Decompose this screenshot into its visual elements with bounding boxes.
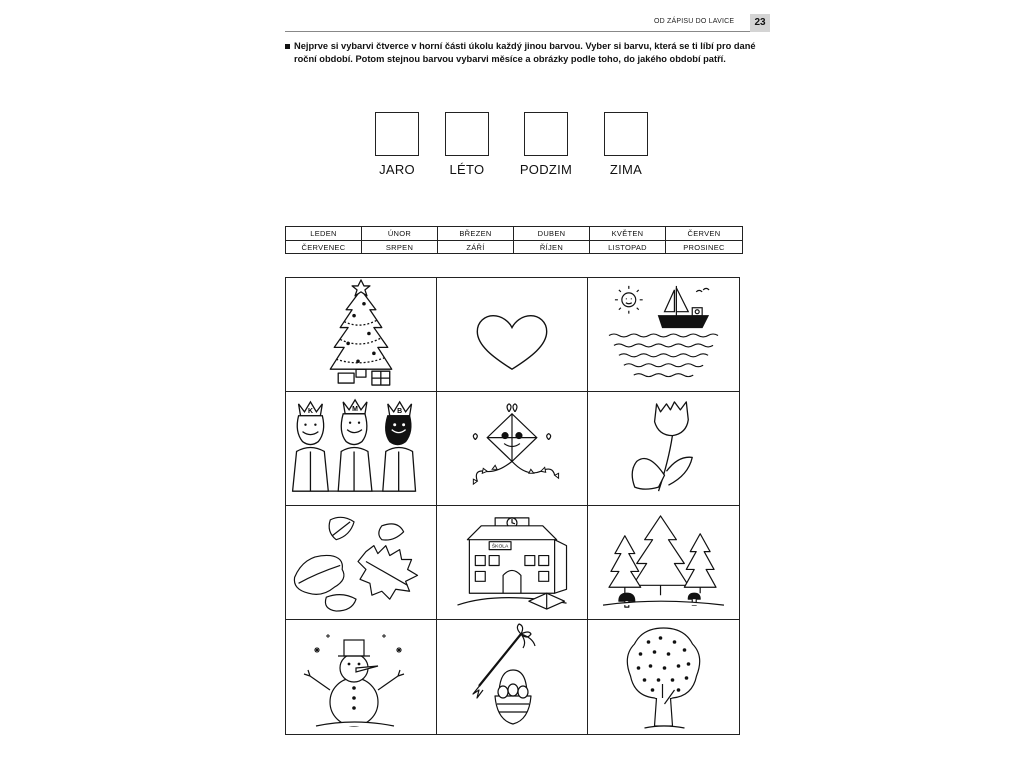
christmas-tree-icon	[286, 278, 436, 391]
season-jaro	[357, 112, 437, 177]
picture-forest[interactable]	[588, 506, 739, 620]
picture-sea-boat[interactable]	[588, 278, 739, 392]
season-label: PODZIM	[519, 162, 573, 177]
season-leto	[427, 112, 507, 177]
season-zima	[586, 112, 666, 177]
month-cell[interactable]: ZÁŘÍ	[438, 241, 514, 254]
page-number: 23	[750, 14, 770, 32]
bullet-icon	[285, 44, 290, 49]
boat-on-sea-icon	[588, 278, 739, 391]
tulip-icon	[588, 392, 739, 505]
season-label: ZIMA	[609, 162, 643, 177]
three-kings-icon	[286, 392, 436, 505]
picture-autumn-leaves[interactable]	[286, 506, 437, 620]
month-cell[interactable]: ÚNOR	[362, 227, 438, 241]
month-cell[interactable]: BŘEZEN	[438, 227, 514, 241]
month-cell[interactable]: SRPEN	[362, 241, 438, 254]
season-label: JARO	[379, 162, 415, 177]
picture-easter[interactable]	[437, 620, 588, 734]
picture-cherry-tree[interactable]	[588, 620, 739, 734]
month-cell[interactable]: LISTOPAD	[590, 241, 666, 254]
cherry-tree-icon	[588, 620, 739, 734]
picture-tulip[interactable]	[588, 392, 739, 506]
color-box-jaro[interactable]	[375, 112, 419, 156]
school-building-icon	[437, 506, 587, 619]
picture-school[interactable]	[437, 506, 588, 620]
season-label: LÉTO	[449, 162, 485, 177]
snowman-icon	[286, 620, 436, 734]
picture-snowman[interactable]	[286, 620, 437, 734]
autumn-leaves-icon	[286, 506, 436, 619]
season-podzim	[506, 112, 586, 177]
header-rule	[285, 31, 769, 32]
king-letter: M	[352, 405, 358, 413]
month-cell[interactable]: PROSINEC	[683, 243, 725, 252]
color-box-podzim[interactable]	[524, 112, 568, 156]
color-box-zima[interactable]	[604, 112, 648, 156]
king-letter: K	[307, 407, 313, 415]
forest-icon	[588, 506, 739, 619]
picture-heart[interactable]	[437, 278, 588, 392]
school-sign-text: ŠKOLA	[491, 544, 509, 550]
kite-icon	[437, 392, 587, 505]
month-cell[interactable]: ČERVENEC	[286, 241, 362, 254]
month-cell[interactable]: ČERVEN	[666, 227, 742, 241]
month-cell[interactable]: KVĚTEN	[590, 227, 666, 241]
easter-basket-icon	[437, 620, 587, 734]
king-letter: B	[397, 407, 403, 415]
month-cell[interactable]: DUBEN	[514, 227, 590, 241]
picture-christmas-tree[interactable]	[286, 278, 437, 392]
instruction-text: Nejprve si vybarvi čtverce v horní části úkolu každý jinou barvou. Vyber si barvu, která se ti líbí pro dané roční období. Potom stejnou barvou vybarvi měsíce a obrázky podle toho, do jakého období patří.	[294, 41, 756, 64]
months-table	[285, 226, 743, 254]
month-cell[interactable]: LEDEN	[286, 227, 362, 241]
picture-kite[interactable]	[437, 392, 588, 506]
picture-grid	[285, 277, 740, 735]
month-cell[interactable]: ŘÍJEN	[514, 241, 590, 254]
picture-three-kings[interactable]	[286, 392, 437, 506]
heart-icon	[437, 278, 587, 391]
book-title: OD ZÁPISU DO LAVICE	[654, 18, 735, 25]
color-box-leto[interactable]	[445, 112, 489, 156]
